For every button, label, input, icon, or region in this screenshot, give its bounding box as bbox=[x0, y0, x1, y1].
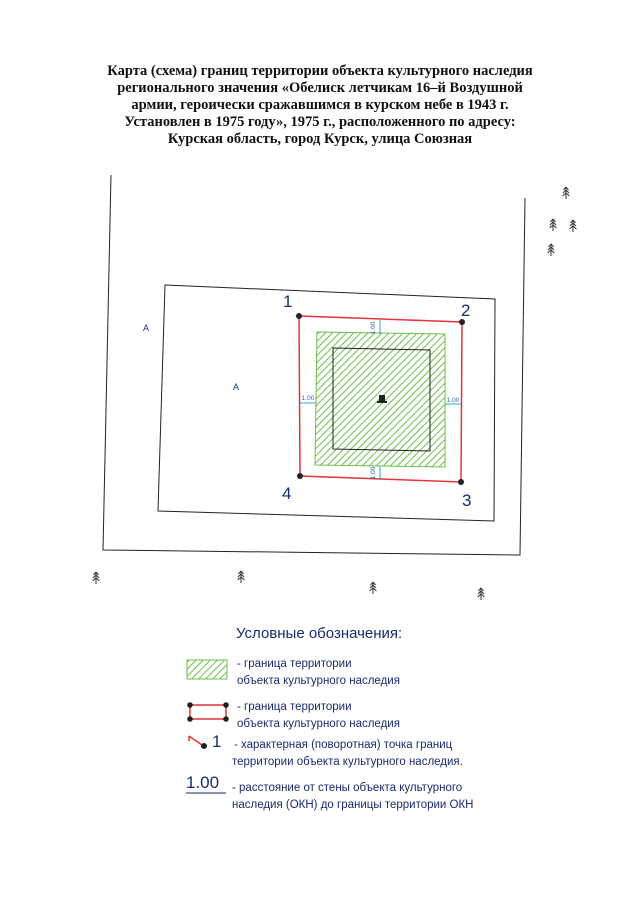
point-number-3: 3 bbox=[462, 491, 472, 510]
legend-boundary-symbol bbox=[187, 702, 229, 722]
legend-text-line: территории объекта культурного наследия. bbox=[232, 756, 463, 768]
legend-point-symbol bbox=[189, 736, 207, 749]
legend-item-point bbox=[234, 737, 463, 771]
tree-icon bbox=[478, 588, 485, 600]
title-line: Карта (схема) границ территории объекта культурного наследия bbox=[107, 63, 533, 79]
legend-text-line: объекта культурного наследия bbox=[237, 675, 400, 687]
title-line: Курская область, город Курск, улица Союзная bbox=[167, 131, 473, 147]
tree-icon bbox=[93, 572, 100, 584]
legend-text-line: - граница территории bbox=[237, 658, 352, 670]
tree-icon bbox=[370, 582, 377, 594]
tree-icon bbox=[548, 244, 555, 256]
legend-title: Условные обозначения: bbox=[236, 625, 403, 642]
title-line: Установлен в 1975 году», 1975 г., расположенного по адресу: bbox=[124, 114, 516, 130]
distance-label-bottom: 1.00 bbox=[370, 466, 377, 480]
zone-label: А bbox=[233, 382, 240, 392]
zone-label: А bbox=[143, 323, 150, 333]
legend-distance-number: 1.00 bbox=[186, 773, 220, 792]
tree-icon bbox=[550, 219, 557, 231]
legend-item-distance bbox=[232, 780, 474, 814]
legend-text-line: - расстояние от стены объекта культурного bbox=[232, 782, 463, 794]
point-number-1: 1 bbox=[283, 292, 293, 311]
legend-text-line: наследия (ОКН) до границы территории ОКН bbox=[232, 799, 474, 811]
boundary-point-3 bbox=[458, 479, 464, 485]
title-line: армии, героически сражавшимся в курском небе в 1943 г. bbox=[131, 97, 509, 113]
tree-icon bbox=[238, 571, 245, 583]
legend-text-line: - характерная (поворотная) точка границ bbox=[234, 739, 453, 751]
distance-label-top: 1.00 bbox=[370, 321, 377, 335]
tree-icon bbox=[570, 220, 577, 232]
boundary-point-1 bbox=[296, 313, 302, 319]
distance-label-right: 1.00 bbox=[446, 397, 460, 404]
legend-item-boundary bbox=[237, 699, 400, 733]
boundary-point-4 bbox=[297, 473, 303, 479]
tree-icon bbox=[563, 187, 570, 199]
legend-text-line: объекта культурного наследия bbox=[237, 718, 400, 730]
legend-hatch-swatch bbox=[187, 660, 227, 679]
point-number-4: 4 bbox=[282, 484, 292, 503]
legend-item-hatch bbox=[237, 656, 400, 690]
legend-point-number: 1 bbox=[212, 732, 222, 751]
point-number-2: 2 bbox=[461, 301, 471, 320]
legend-text-line: - граница территории bbox=[237, 701, 352, 713]
title-line: регионального значения «Обелиск летчикам 16–й Воздушной bbox=[117, 80, 523, 96]
distance-label-left: 1.00 bbox=[301, 395, 315, 402]
